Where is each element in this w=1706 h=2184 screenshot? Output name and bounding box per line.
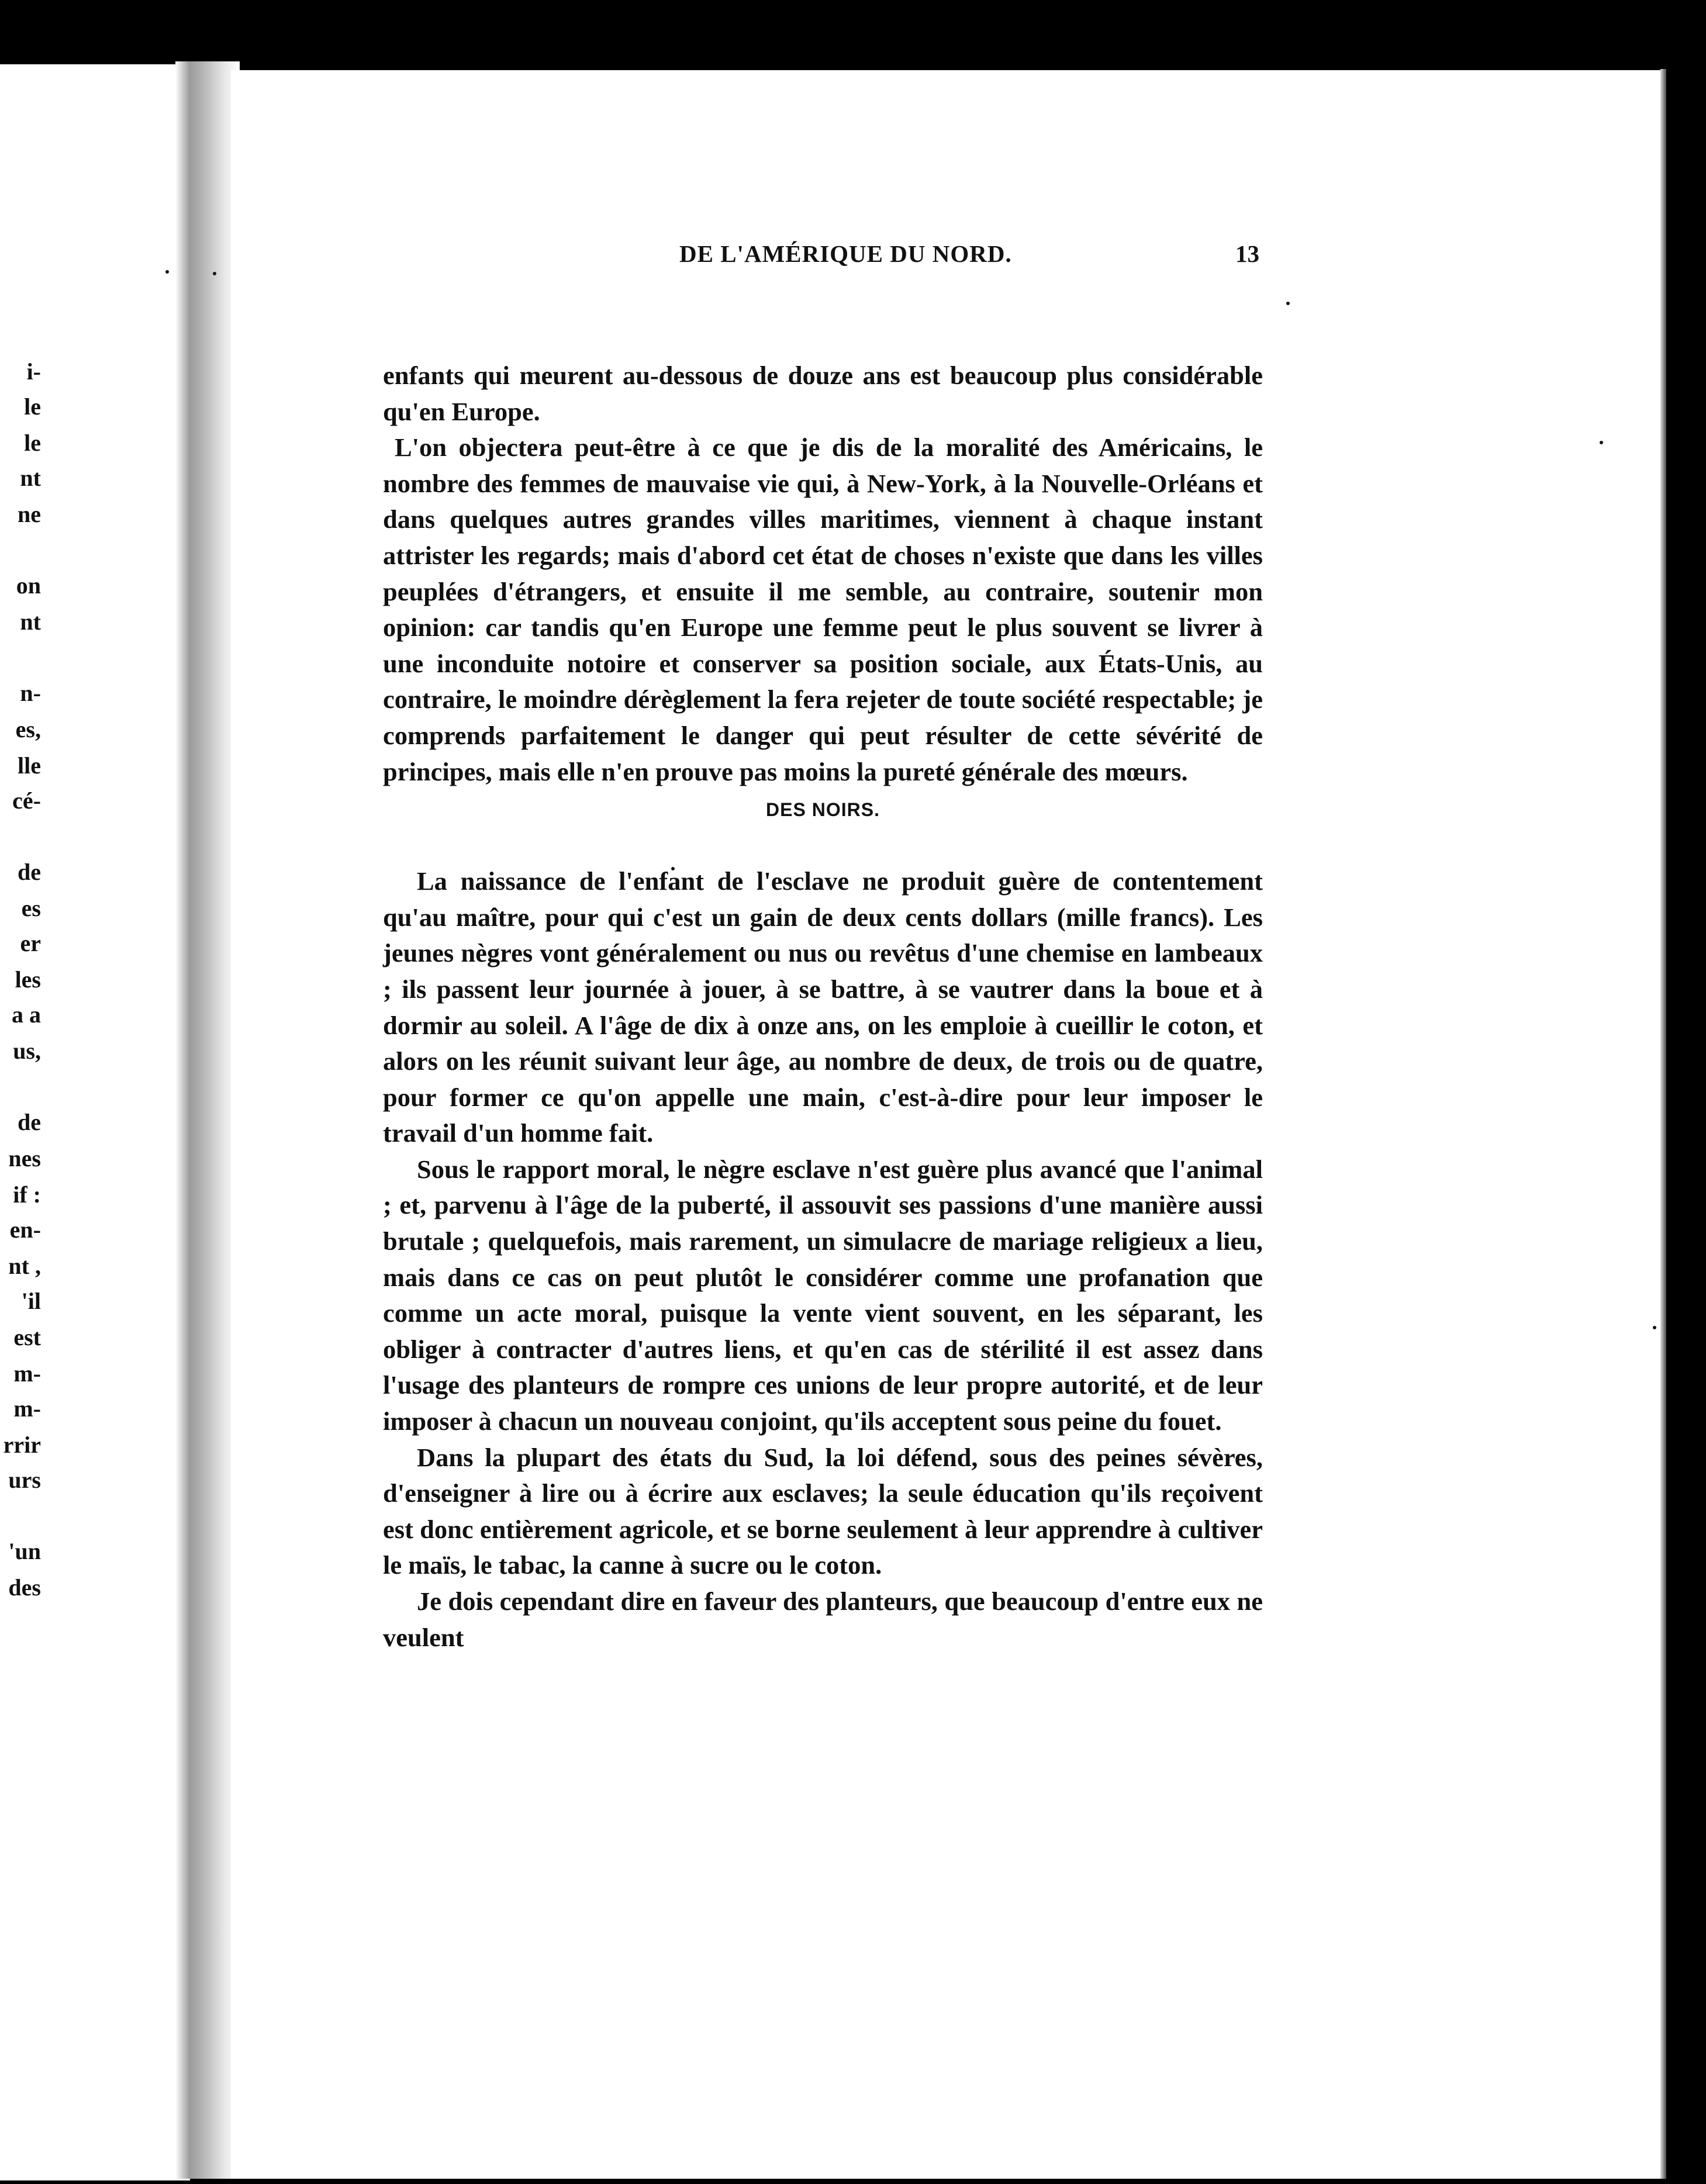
left-page-fragment: es [21, 895, 41, 921]
left-page-fragment: est [13, 1324, 41, 1350]
left-page-fragment: nt , [8, 1253, 41, 1279]
left-page-fragment: lle [18, 752, 41, 779]
left-page-fragment: de [18, 859, 41, 885]
left-page-fragment: de [18, 1109, 41, 1135]
paragraph: Dans la plupart des états du Sud, la loi défend, sous des peines sévères, d'enseigner à lire ou à écrire aux esclaves; la seule éducation qu'ils reçoivent est donc entièrement agricole, et se borne seulement à leur apprendre à cultiver le maïs, le tabac, la canne à sucre ou le coton. [383, 1442, 1263, 1580]
left-page-fragment: if : [13, 1181, 41, 1208]
left-page-fragment: nt [20, 465, 41, 491]
left-page-fragment: en- [9, 1217, 41, 1243]
page-number: 13 [1235, 240, 1259, 267]
dust-speck [1600, 441, 1603, 444]
paragraph: L'on objectera peut-être à ce que je dis de la moralité des Américains, le nombre des femmes de mauvaise vie qui, à New-York, à la Nouvelle-Orléans et dans quelques autres grandes villes maritimes, viennent à chaque instant attrister les regards; mais d'abord cet état de choses n'existe que dans les villes peuplées d'étrangers, et ensuite il me semble, au contraire, soutenir mon opinion: car tandis qu'en Europe une femme peut le plus souvent se livrer à une inconduite notoire et conserver sa position sociale, aux États-Unis, au contraire, le moindre dérèglement la fera rejeter de toute société respectable; je comprends parfaitement le danger qui peut résulter de cette sévérité de principes, mais elle n'en prouve pas moins la pureté générale des mœurs. [383, 433, 1263, 786]
left-page-fragment: m- [13, 1395, 41, 1422]
left-page-fragment: us, [13, 1038, 41, 1064]
section-heading: DES NOIRS. [766, 799, 880, 821]
left-page-fragment: a a [12, 1001, 41, 1028]
left-page-fragment: le [24, 393, 41, 420]
left-page-fragment: rrir [3, 1432, 41, 1458]
left-page-fragment: cé- [12, 787, 41, 814]
left-page-fragment: des [8, 1574, 41, 1601]
running-head: DE L'AMÉRIQUE DU NORD. [679, 240, 1012, 267]
left-page-fragment: 'un [8, 1538, 41, 1564]
paragraph: enfants qui meurent au-dessous de douze ans est beaucoup plus considérable qu'en Europe. [383, 361, 1263, 426]
left-page-fragment: es, [15, 716, 41, 742]
left-page-fragment: n- [20, 680, 41, 706]
paragraph: Je dois cependant dire en faveur des planteurs, que beaucoup d'entre eux ne veulent [383, 1587, 1263, 1652]
left-page-fragment: urs [8, 1467, 41, 1493]
book-gutter [175, 61, 240, 2179]
paragraph: Sous le rapport moral, le nègre esclave n'est guère plus avancé que l'animal ; et, parvenu à l'âge de la puberté, il assouvit ses passions d'une manière aussi brutale ; quelquefois, mais rarement, un simulacre de mariage religieux a lieu, mais dans ce cas on peut plutôt le considérer comme une profanation que comme un acte moral, puisque la vente vient souvent, en les séparant, les obliger à contracter d'autres liens, et qu'en cas de stérilité il est assez dans l'usage des planteurs de rompre ces unions de leur propre autorité, et de leur imposer à chacun un nouveau conjoint, qu'ils acceptent sous peine du fouet. [383, 1154, 1263, 1436]
dust-speck [213, 272, 216, 275]
left-page-fragment: i- [26, 358, 41, 385]
left-page-fragment: les [15, 966, 41, 993]
left-page-fragment: on [16, 572, 41, 599]
dust-speck [1653, 1326, 1656, 1329]
left-page-fragment: nt [20, 609, 41, 635]
left-page-fragment: nes [8, 1145, 41, 1172]
right-page-edge-shadow [1660, 69, 1666, 2179]
left-page-fragment: le [24, 430, 41, 456]
body-text [383, 358, 1263, 1656]
paragraph: La naissance de l'enfant de l'esclave ne produit guère de contentement qu'au maître, pour qui c'est un gain de deux cents dollars (mille francs). Les jeunes nègres vont généralement ou nus ou revêtus d'une chemise en lambeaux ; ils passent leur journée à jouer, à se battre, à se vautrer dans la boue et à dormir au soleil. A l'âge de dix à onze ans, on les emploie à cueillir le coton, et alors on les réunit suivant leur âge, au nombre de deux, de trois ou de quatre, pour former ce qu'on appelle une main, c'est-à-dire pour leur imposer le travail d'un homme fait. [383, 866, 1263, 1148]
left-page-fragment: m- [13, 1360, 41, 1387]
left-page-fragment: ne [18, 501, 41, 527]
left-page-fragment: 'il [21, 1288, 41, 1314]
dust-speck [165, 270, 169, 274]
dust-speck [1286, 302, 1290, 305]
left-page-fragment: er [20, 930, 41, 956]
